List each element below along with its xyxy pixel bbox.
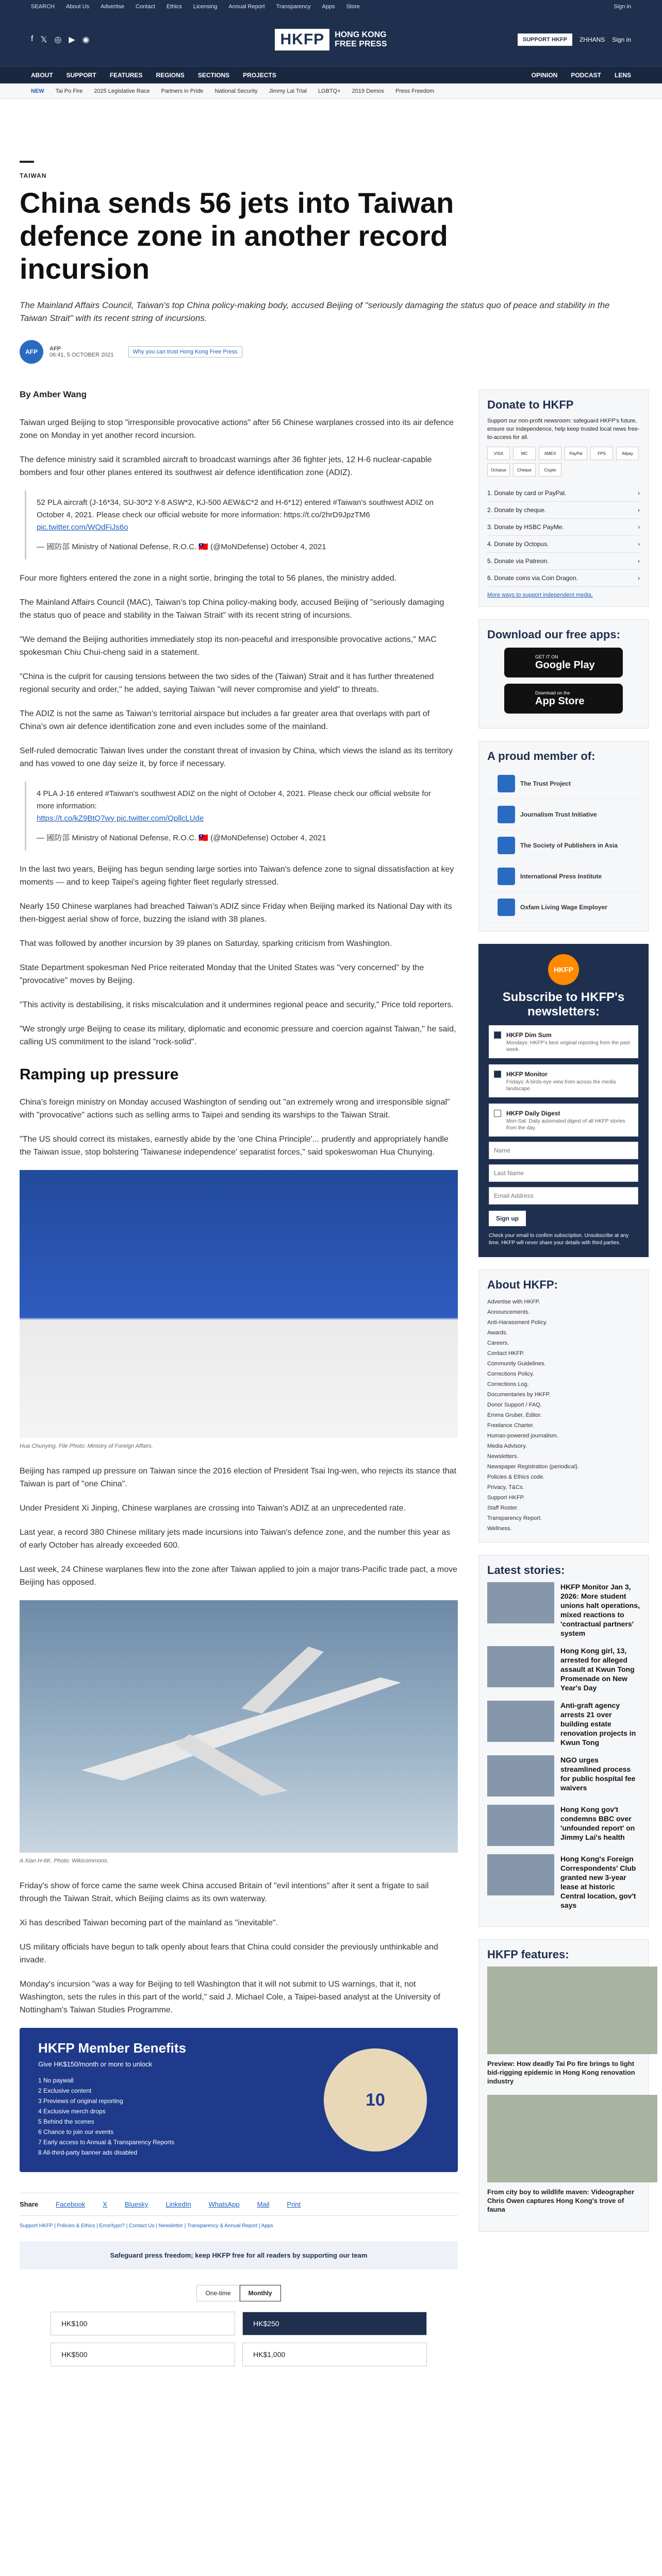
story-headline: NGO urges streamlined process for public hospital fee waivers xyxy=(560,1756,636,1792)
store-small: Download on the xyxy=(535,690,570,696)
paragraph: "The US should correct its mistakes, earnestly abide by the 'one China Principle'... prudently and appropriately handle the Taiwan issue, stop bolstering 'Taiwanese independence' separatist forces," said spokeswoman Hua Chunying. xyxy=(20,1135,449,1157)
nav-item-about[interactable]: ABOUT xyxy=(31,71,53,79)
amount-option[interactable]: HK$250 xyxy=(242,2312,427,2335)
newsletter-name: HKFP Monitor xyxy=(506,1071,548,1078)
about-link[interactable]: Donor Support / FAQ. xyxy=(487,1402,542,1408)
trending-bar xyxy=(0,83,662,99)
masthead xyxy=(0,13,662,66)
article-photo-h6k-bomber[interactable] xyxy=(20,1600,458,1853)
cheque-icon: Cheque xyxy=(513,463,536,477)
logo-line1: HONG KONG xyxy=(335,30,387,39)
rss-icon[interactable]: ◉ xyxy=(82,36,90,44)
bomber-silhouette xyxy=(20,1600,458,1853)
paragraph: Last year, a record 380 Chinese military jets made incursions into Taiwan's defence zone, and the number this year as of early October has already exceeded 600. xyxy=(20,1528,451,1550)
feature-image[interactable] xyxy=(487,2095,657,2182)
story-headline: Hong Kong's Foreign Correspondents' Club granted new 3-year lease at historic Central location, gov't says xyxy=(560,1855,636,1909)
masthead-actions xyxy=(518,33,631,46)
content-columns xyxy=(16,364,646,2366)
member-org-name: Journalism Trust Initiative xyxy=(520,810,597,818)
paragraph: State Department spokesman Ned Price reiterated Monday that the United States was "very concerned" by the "provocative" moves by Beijing. xyxy=(20,963,424,985)
amount-option[interactable]: HK$1,000 xyxy=(242,2343,427,2366)
nav-item-opinion[interactable]: OPINION xyxy=(531,71,558,79)
newsletter-name: HKFP Daily Digest xyxy=(506,1110,560,1117)
chevron-right-icon: › xyxy=(638,574,640,582)
paragraph: That was followed by another incursion by 39 planes on Saturday, sparking criticism from Washington. xyxy=(20,939,392,948)
about-title: About HKFP: xyxy=(487,1278,558,1291)
share-facebook[interactable]: Facebook xyxy=(56,2200,86,2208)
donate-option[interactable] xyxy=(487,536,640,553)
newsletter-option[interactable] xyxy=(489,1104,638,1137)
photo-caption: A Xian H-6K. Photo: Wikicommons. xyxy=(20,1858,109,1864)
paragraph: Monday's incursion "was a way for Beijing to tell Washington that it will not submit to US warnings, that it, not Washington, sets the rules in this part of the world," said J. Michael Cole, a Taipei-based analyst at the University of Nottingham's Taiwan Studies Programme. xyxy=(20,1980,440,2014)
amount-option[interactable]: HK$100 xyxy=(51,2312,235,2335)
paragraph: Beijing has ramped up pressure on Taiwan since the 2016 election of President Tsai Ing-wen, who rejects its stance that Taiwan is part of "one China". xyxy=(20,1467,457,1488)
more-ways-link[interactable]: More ways to support independent media. xyxy=(487,592,593,598)
newsletter-widget xyxy=(478,944,649,1257)
about-link[interactable]: Careers. xyxy=(487,1340,509,1346)
story-headline: HKFP Monitor Jan 3, 2026: More student unions halt operations, mixed reactions to 'contractual partners' system xyxy=(560,1583,640,1637)
proud-title: A proud member of: xyxy=(487,750,595,762)
org-logo-icon xyxy=(498,775,515,792)
paragraph: Under President Xi Jinping, Chinese warplanes are crossing into Taiwan's ADIZ at an unprecedented rate. xyxy=(20,1504,406,1513)
first-name-field[interactable] xyxy=(489,1142,638,1159)
latest-story[interactable] xyxy=(487,1582,640,1638)
app-store-button[interactable] xyxy=(504,684,623,714)
ten-years-badge: 10 xyxy=(324,2048,427,2151)
donate-option[interactable] xyxy=(487,519,640,536)
chevron-right-icon: › xyxy=(638,523,640,531)
about-link[interactable]: Awards. xyxy=(487,1330,508,1336)
paragraph: The ADIZ is not the same as Taiwan's territorial airspace but includes a far greater area that overlaps with part of China's own air defence identification zone and even includes some of the mainland. xyxy=(20,709,430,731)
trending-item[interactable]: National Security xyxy=(214,88,258,94)
article-body xyxy=(20,389,458,2366)
latest-title: Latest stories: xyxy=(487,1564,565,1577)
trending-label: NEW xyxy=(31,88,44,94)
about-link[interactable]: Advertise with HKFP. xyxy=(487,1299,540,1305)
about-link[interactable]: Contact HKFP. xyxy=(487,1350,524,1357)
org-logo-icon xyxy=(498,868,515,885)
newsletter-desc: Fridays: A birds-eye view from across the media landscape. xyxy=(506,1079,616,1092)
paragraph: "We demand the Beijing authorities immediately stop its non-peaceful and irresponsible provocative actions," MAC spokesman Chiu Chui-cheng said in a statement. xyxy=(20,635,437,657)
apps-title: Download our free apps: xyxy=(487,628,620,641)
share-label: Share xyxy=(20,2200,39,2208)
donate-text: Support our non-profit newsroom: safeguard HKFP's future, ensure our independence, help keep trusted local news free-to-access for all. xyxy=(487,418,640,440)
story-headline: Hong Kong girl, 13, arrested for alleged assault at Kwun Tong Promenade on New Year's Day xyxy=(560,1647,635,1692)
trending-item[interactable]: 2019 Demos xyxy=(352,88,385,94)
paragraph: Taiwan urged Beijing to stop "irresponsible provocative actions" after 56 Chinese warplanes crossed into its air defence zone on Monday in yet another record incursion. xyxy=(20,418,454,440)
about-link[interactable]: Announcements. xyxy=(487,1309,530,1315)
paragraph: The defence ministry said it scrambled aircraft to broadcast warnings after 36 fighter jets, 12 H-6 nuclear-capable bombers and four other planes entered its southwest air defence identification zone (ADIZ). xyxy=(20,455,432,477)
features-title: HKFP features: xyxy=(487,1948,569,1961)
member-org-name: The Society of Publishers in Asia xyxy=(520,841,618,849)
checkbox-unchecked-icon[interactable] xyxy=(494,1110,501,1117)
feature-headline[interactable]: Preview: How deadly Tai Po fire brings to light bid-rigging epidemic in Hong Kong renovation industry xyxy=(487,2060,635,2085)
topbar-link[interactable]: Store xyxy=(346,4,360,10)
social-icons xyxy=(31,35,90,45)
article-footer-links[interactable]: Support HKFP | Policies & Ethics | Error/typo? | Contact Us | Newsletter | Transparency & Annual Report | Apps xyxy=(20,2223,273,2229)
newsletter-option-text xyxy=(506,1109,633,1131)
story-thumbnail xyxy=(487,1805,554,1846)
about-link[interactable]: Newspaper Registration (periodical). xyxy=(487,1464,579,1470)
paypal-icon: PayPal xyxy=(565,447,587,460)
topbar-signin[interactable]: Sign in xyxy=(614,4,631,10)
language-toggle[interactable]: ZHHANS xyxy=(579,36,605,43)
ad-benefit: 5 Behind the scenes xyxy=(38,2118,94,2125)
about-link[interactable]: Corrections Policy. xyxy=(487,1371,534,1377)
topbar-link[interactable]: Advertise xyxy=(101,4,124,10)
donate-option-label: 1. Donate by card or PayPal. xyxy=(487,489,567,497)
tab-monthly[interactable]: Monthly xyxy=(240,2285,281,2301)
member-org[interactable] xyxy=(487,799,640,830)
safeguard-banner: Safeguard press freedom; keep HKFP free for all readers by supporting our team xyxy=(20,2241,458,2269)
logo-mark: HKFP xyxy=(275,29,329,50)
donate-option-label: 3. Donate by HSBC PayMe. xyxy=(487,523,564,531)
newsletter-name: HKFP Dim Sum xyxy=(506,1031,552,1039)
member-benefits-ad[interactable] xyxy=(20,2028,458,2172)
topbar-link[interactable]: Annual Report xyxy=(228,4,265,10)
paragraph: In the last two years, Beijing has begun sending large sorties into Taiwan's defence zone to signal dissatisfaction at key moments — and to keep Taipei's ageing fighter fleet regularly stressed. xyxy=(20,865,454,887)
crypto-icon: Crypto xyxy=(539,463,561,477)
about-link[interactable]: Support HKFP. xyxy=(487,1495,525,1501)
last-name-field[interactable] xyxy=(489,1164,638,1182)
story-thumbnail xyxy=(487,1646,554,1687)
main-nav xyxy=(0,66,662,83)
category-label[interactable]: TAIWAN xyxy=(20,172,47,179)
article-lede: The Mainland Affairs Council, Taiwan's top China policy-making body, accused Beijing of "seriously damaging the status quo of peace and stability in the Taiwan Strait" with its recent string of incursions. xyxy=(20,300,610,323)
paragraph: "This activity is destabilising, it risks miscalculation and it undermines regional peace and security," Price told reporters. xyxy=(20,1001,454,1009)
photo-caption: Hua Chunying. File Photo: Ministry of Foreign Affairs. xyxy=(20,1443,153,1449)
trending-item[interactable]: 2025 Legislative Race xyxy=(94,88,150,94)
about-link[interactable]: Media Advisory. xyxy=(487,1443,527,1449)
about-link[interactable]: Human-powered journalism. xyxy=(487,1433,558,1439)
proud-member-widget xyxy=(478,741,649,931)
member-org[interactable] xyxy=(487,892,640,923)
tweet-text: 4 PLA J-16 entered #Taiwan's southwest ADIZ on the night of October 4, 2021. Please check our official website for more information: xyxy=(37,789,431,810)
member-org-name: Oxfam Living Wage Employer xyxy=(520,903,607,911)
trending-item[interactable]: Jimmy Lai Trial xyxy=(269,88,307,94)
about-link[interactable]: Policies & Ethics code. xyxy=(487,1474,545,1480)
ad-benefit: 7 Early access to Annual & Transparency Reports xyxy=(38,2139,175,2146)
logo-words xyxy=(335,30,387,49)
paragraph: Friday's show of force came the same week China accused Britain of "evil intentions" after it sent a frigate to sail through the Taiwan Strait, which Beijing claims as its own waterway. xyxy=(20,1882,429,1903)
signup-button[interactable]: Sign up xyxy=(489,1211,526,1226)
nav-item-features[interactable]: FEATURES xyxy=(109,71,143,79)
donate-option-label: 6. Donate coins via Coin Dragon. xyxy=(487,574,578,582)
topbar-link[interactable]: Contact xyxy=(135,4,155,10)
donate-option[interactable] xyxy=(487,485,640,502)
byline-date: 06:41, 5 OCTOBER 2021 xyxy=(49,352,114,358)
tab-one-time[interactable]: One-time xyxy=(196,2285,239,2301)
about-link[interactable]: Privacy, T&Cs. xyxy=(487,1484,524,1490)
instagram-icon[interactable]: ◎ xyxy=(54,36,62,44)
embedded-tweet xyxy=(25,782,458,851)
donate-option-label: 2. Donate by cheque. xyxy=(487,506,547,514)
page-wrap xyxy=(16,99,646,2366)
donate-option-label: 4. Donate by Octopus. xyxy=(487,540,549,548)
title-rule xyxy=(20,161,34,163)
paragraph: Xi has described Taiwan becoming part of the mainland as "inevitable". xyxy=(20,1919,278,1927)
x-icon[interactable]: 𝕏 xyxy=(40,36,47,44)
section-heading: Ramping up pressure xyxy=(20,1066,179,1083)
nav-item-sections[interactable]: SECTIONS xyxy=(197,71,230,79)
donation-amounts xyxy=(20,2312,458,2366)
donate-option-label: 5. Donate via Patreon. xyxy=(487,557,549,565)
org-logo-icon xyxy=(498,806,515,823)
newsletter-fineprint: Check your email to confirm subscription. Unsubscribe at any time. HKFP will never share your details with third parties. xyxy=(489,1233,629,1246)
share-mail[interactable]: Mail xyxy=(257,2200,270,2208)
about-link[interactable]: Transparency Report. xyxy=(487,1515,542,1521)
nav-item-regions[interactable]: REGIONS xyxy=(156,71,185,79)
site-logo[interactable] xyxy=(275,29,387,50)
ad-subtitle: Give HK$150/month or more to unlock xyxy=(38,2060,153,2068)
tweet-link[interactable]: pic.twitter.com/WOdFiJs6o xyxy=(37,523,128,532)
donation-frequency-tabs xyxy=(20,2285,458,2301)
article-title: China sends 56 jets into Taiwan defence zone in another record incursion xyxy=(20,187,454,285)
ad-benefit: 6 Chance to join our events xyxy=(38,2128,114,2136)
member-org-name: International Press Institute xyxy=(520,872,602,880)
mastercard-icon: MC xyxy=(513,447,536,460)
story-thumbnail xyxy=(487,1854,554,1895)
about-link[interactable]: Documentaries by HKFP. xyxy=(487,1392,551,1398)
embedded-tweet xyxy=(25,490,458,560)
about-link[interactable]: Emma Gruber, Editor. xyxy=(487,1412,542,1418)
trending-item[interactable]: Partners in Pride xyxy=(161,88,204,94)
story-headline: Anti-graft agency arrests 21 over building estate renovation projects in Kwun Tong xyxy=(560,1701,636,1747)
tweet-source: — 國防部 Ministry of National Defense, R.O.C. 🇹🇼 (@MoNDefense) October 4, 2021 xyxy=(37,834,326,842)
about-link[interactable]: Corrections Log. xyxy=(487,1381,529,1387)
amex-icon: AMEX xyxy=(539,447,561,460)
topbar-link[interactable]: Apps xyxy=(322,4,335,10)
article-header xyxy=(16,99,646,364)
search-link[interactable]: SEARCH xyxy=(31,4,55,10)
org-logo-icon xyxy=(498,899,515,916)
fps-icon: FPS xyxy=(590,447,613,460)
ad-benefit: 4 Exclusive merch drops xyxy=(38,2108,106,2115)
share-print[interactable]: Print xyxy=(287,2200,301,2208)
ad-benefit: 3 Previews of original reporting xyxy=(38,2097,123,2105)
alipay-icon: Alipay xyxy=(616,447,639,460)
topbar-link[interactable]: Ethics xyxy=(166,4,182,10)
about-link[interactable]: Anti-Harassment Policy. xyxy=(487,1319,548,1326)
paragraph: Last week, 24 Chinese warplanes flew into the zone after Taiwan applied to join a major trans-Pacific trade pact, a move Beijing has opposed. xyxy=(20,1565,458,1587)
donate-option[interactable] xyxy=(487,553,640,570)
chevron-right-icon: › xyxy=(638,489,640,497)
member-org[interactable] xyxy=(487,861,640,892)
share-bluesky[interactable]: Bluesky xyxy=(124,2200,148,2208)
paragraph: China's foreign ministry on Monday accused Washington of sending out "an extremely wrong and irresponsible signal" with "provocative" actions such as selling arms to Taipei and sending its warships to the Taiwan Strait. xyxy=(20,1098,450,1120)
email-field[interactable] xyxy=(489,1187,638,1205)
nav-item-projects[interactable]: PROJECTS xyxy=(243,71,276,79)
paragraph: Four more fighters entered the zone in a night sortie, bringing the total to 56 planes, the ministry added. xyxy=(20,574,397,583)
about-link[interactable]: Freelance Charter. xyxy=(487,1422,535,1429)
org-logo-icon xyxy=(498,837,515,854)
share-x[interactable]: X xyxy=(103,2200,107,2208)
member-org[interactable] xyxy=(487,768,640,799)
latest-stories-widget xyxy=(478,1555,649,1927)
share-linkedin[interactable]: LinkedIn xyxy=(166,2200,191,2208)
about-link[interactable]: Wellness. xyxy=(487,1526,512,1532)
latest-story[interactable] xyxy=(487,1805,640,1846)
logo-line2: FREE PRESS xyxy=(335,40,387,48)
support-hkfp-button[interactable]: SUPPORT HKFP xyxy=(518,33,572,46)
trending-item[interactable]: Press Freedom xyxy=(395,88,435,94)
chevron-right-icon: › xyxy=(638,540,640,548)
story-headline: Hong Kong gov't condemns BBC over 'unfounded report' on Jimmy Lai's health xyxy=(560,1805,635,1841)
top-utility-bar xyxy=(0,0,662,13)
nav-item-support[interactable]: SUPPORT xyxy=(66,71,96,79)
latest-story[interactable] xyxy=(487,1701,640,1747)
topbar-link[interactable]: Licensing xyxy=(193,4,218,10)
payment-icons xyxy=(487,447,640,477)
member-org-name: The Trust Project xyxy=(520,779,571,787)
newsletter-option[interactable] xyxy=(489,1025,638,1058)
facebook-icon[interactable]: f xyxy=(31,35,34,43)
donate-option[interactable] xyxy=(487,570,640,587)
article-photo-hua-chunying[interactable] xyxy=(20,1170,458,1438)
trending-item[interactable]: Tai Po Fire xyxy=(55,88,83,94)
apps-widget xyxy=(478,619,649,728)
nav-item-podcast[interactable]: PODCAST xyxy=(571,71,601,79)
ad-benefit: 8 All-third-party banner ads disabled xyxy=(38,2149,138,2156)
about-link[interactable]: Staff Roster. xyxy=(487,1505,519,1511)
nav-item-lens[interactable]: LENS xyxy=(614,71,631,79)
trust-link[interactable]: Why you can trust Hong Kong Free Press xyxy=(128,346,242,358)
trending-item[interactable]: LGBTQ+ xyxy=(318,88,341,94)
story-thumbnail xyxy=(487,1755,554,1797)
paragraph: Self-ruled democratic Taiwan lives under the constant threat of invasion by China, which views the island as its territory and has vowed to one day seize it, by force if necessary. xyxy=(20,747,453,768)
checkbox-checked-icon[interactable] xyxy=(494,1031,501,1039)
newsletter-title: Subscribe to HKFP's newsletters: xyxy=(502,990,625,1019)
visa-icon: VISA xyxy=(487,447,510,460)
ad-benefit: 1 No paywall xyxy=(38,2077,74,2084)
member-org[interactable] xyxy=(487,830,640,861)
latest-story[interactable] xyxy=(487,1755,640,1797)
about-link[interactable]: Newsletters. xyxy=(487,1453,519,1460)
story-thumbnail xyxy=(487,1701,554,1742)
byline xyxy=(20,340,646,364)
checkbox-checked-icon[interactable] xyxy=(494,1071,501,1078)
feature-image[interactable] xyxy=(487,1967,657,2054)
paragraph: US military officials have begun to talk openly about fears that China could consider the previously unthinkable and invade. xyxy=(20,1943,438,1964)
newsletter-option-text xyxy=(506,1070,633,1092)
share-whatsapp[interactable]: WhatsApp xyxy=(208,2200,240,2208)
newsletter-desc: Mon-Sat: Daily automated digest of all HKFP stories from the day. xyxy=(506,1118,625,1131)
tweet-link[interactable]: https://t.co/kZ9BtQ7wy pic.twitter.com/QpllcLUde xyxy=(37,814,204,823)
author-avatar: AFP xyxy=(20,340,43,364)
latest-story[interactable] xyxy=(487,1854,640,1910)
tweet-text: 52 PLA aircraft (J-16*34, SU-30*2 Y-8 ASW*2, KJ-500 AEW&C*2 and H-6*12) entered #Taiwan's southwest ADIZ on October 4, 2021. Please check our official website for more information: https://t.co/2hrD9JpzTM6 xyxy=(37,498,434,519)
about-widget xyxy=(478,1269,649,1543)
byline-by[interactable]: AFP xyxy=(49,346,61,352)
youtube-icon[interactable]: ▶ xyxy=(69,36,75,44)
topbar-link[interactable]: Transparency xyxy=(276,4,311,10)
latest-story[interactable] xyxy=(487,1646,640,1692)
google-play-button[interactable] xyxy=(504,648,623,677)
masthead-signin[interactable]: Sign in xyxy=(612,36,631,43)
story-thumbnail xyxy=(487,1582,554,1623)
features-widget xyxy=(478,1939,649,2232)
about-links xyxy=(487,1297,640,1534)
chevron-right-icon: › xyxy=(638,557,640,565)
store-small: GET IT ON xyxy=(535,654,558,659)
sidebar xyxy=(478,389,649,2366)
paragraph: "We strongly urge Beijing to cease its military, diplomatic and economic pressure and coercion against Taiwan," he said, calling US commitment to the island "rock-solid". xyxy=(20,1025,456,1046)
feature-headline[interactable]: From city boy to wildlife maven: Videographer Chris Owen captures Hong Kong's trove of fauna xyxy=(487,2188,635,2213)
paragraph: "China is the culprit for causing tensions between the two sides of the (Taiwan) Strait and it has further threatened regional security and order," he added, saying Taiwan "will never compromise and yield" to threats. xyxy=(20,672,434,694)
store-name: Google Play xyxy=(535,659,595,671)
tweet-source: — 國防部 Ministry of National Defense, R.O.C. 🇹🇼 (@MoNDefense) October 4, 2021 xyxy=(37,543,326,551)
amount-option[interactable]: HK$500 xyxy=(51,2343,235,2366)
byline-meta xyxy=(49,346,114,358)
share-bar xyxy=(20,2193,458,2216)
store-name: App Store xyxy=(535,695,585,707)
paragraph: The Mainland Affairs Council (MAC), Taiwan's top China policy-making body, accused Beijing of "seriously damaging the status quo of peace and stability in the Taiwan Strait" with its recent string of incursions. xyxy=(20,598,444,620)
topbar-link[interactable]: About Us xyxy=(65,4,90,10)
article-author: By Amber Wang xyxy=(20,389,87,399)
octopus-icon: Octopus xyxy=(487,463,510,477)
newsletter-desc: Mondays: HKFP's best original reporting from the past week. xyxy=(506,1040,630,1053)
newsletter-option-text xyxy=(506,1030,633,1053)
chevron-right-icon: › xyxy=(638,506,640,514)
newsletter-logo: HKFP xyxy=(548,954,579,985)
about-link[interactable]: Community Guidelines. xyxy=(487,1361,546,1367)
donate-title: Donate to HKFP xyxy=(487,398,574,411)
ad-title: HKFP Member Benefits xyxy=(38,2040,187,2056)
donate-widget xyxy=(478,389,649,607)
paragraph: Nearly 150 Chinese warplanes had breached Taiwan's ADIZ since Friday when Beijing marked its National Day with its then-biggest aerial show of force, buzzing the island with 38 planes. xyxy=(20,902,452,924)
donate-options xyxy=(487,485,640,587)
ad-benefit: 2 Exclusive content xyxy=(38,2087,92,2094)
donate-option[interactable] xyxy=(487,502,640,519)
newsletter-option[interactable] xyxy=(489,1064,638,1097)
